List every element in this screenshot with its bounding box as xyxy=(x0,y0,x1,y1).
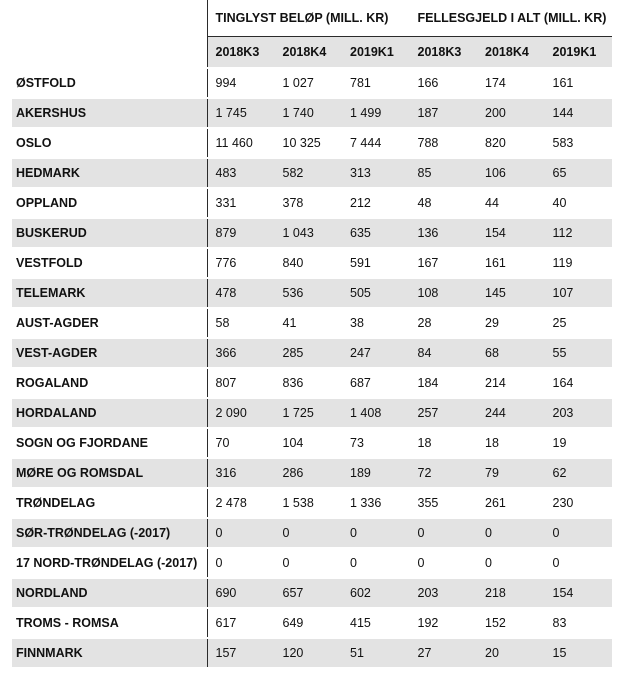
value-cell: 1 043 xyxy=(275,218,343,248)
value-cell: 73 xyxy=(342,428,410,458)
period-header: 2018K3 xyxy=(410,37,478,69)
value-cell: 285 xyxy=(275,338,343,368)
value-cell: 316 xyxy=(207,458,275,488)
table-row xyxy=(12,188,612,218)
value-cell: 415 xyxy=(342,608,410,638)
value-cell: 68 xyxy=(477,338,545,368)
value-cell: 1 027 xyxy=(275,68,343,98)
value-cell: 0 xyxy=(410,518,478,548)
value-cell: 0 xyxy=(477,548,545,578)
value-cell: 25 xyxy=(545,308,613,338)
value-cell: 18 xyxy=(477,428,545,458)
value-cell: 11 460 xyxy=(207,128,275,158)
value-cell: 591 xyxy=(342,248,410,278)
period-header: 2018K4 xyxy=(275,37,343,69)
value-cell: 120 xyxy=(275,638,343,668)
region-name-cell: ØSTFOLD xyxy=(12,68,207,98)
value-cell: 161 xyxy=(545,68,613,98)
region-name-cell: TELEMARK xyxy=(12,278,207,308)
value-cell: 0 xyxy=(477,518,545,548)
value-cell: 136 xyxy=(410,218,478,248)
value-cell: 108 xyxy=(410,278,478,308)
value-cell: 0 xyxy=(207,548,275,578)
value-cell: 1 538 xyxy=(275,488,343,518)
value-cell: 174 xyxy=(477,68,545,98)
region-name-cell: HEDMARK xyxy=(12,158,207,188)
period-header: 2019K1 xyxy=(342,37,410,69)
value-cell: 79 xyxy=(477,458,545,488)
region-name-cell: BUSKERUD xyxy=(12,218,207,248)
data-table-container xyxy=(12,0,612,669)
region-name-cell: TROMS - ROMSA xyxy=(12,608,207,638)
period-header: 2019K1 xyxy=(545,37,613,69)
value-cell: 40 xyxy=(545,188,613,218)
value-cell: 154 xyxy=(477,218,545,248)
region-name-cell: MØRE OG ROMSDAL xyxy=(12,458,207,488)
value-cell: 29 xyxy=(477,308,545,338)
value-cell: 2 090 xyxy=(207,398,275,428)
region-name-cell: NORDLAND xyxy=(12,578,207,608)
table-row xyxy=(12,518,612,548)
region-name-cell: VEST-AGDER xyxy=(12,338,207,368)
value-cell: 0 xyxy=(207,518,275,548)
table-row xyxy=(12,488,612,518)
value-cell: 366 xyxy=(207,338,275,368)
value-cell: 687 xyxy=(342,368,410,398)
value-cell: 218 xyxy=(477,578,545,608)
value-cell: 85 xyxy=(410,158,478,188)
value-cell: 355 xyxy=(410,488,478,518)
value-cell: 536 xyxy=(275,278,343,308)
table-row xyxy=(12,338,612,368)
table-row xyxy=(12,458,612,488)
region-name-cell: SØR-TRØNDELAG (-2017) xyxy=(12,518,207,548)
value-cell: 106 xyxy=(477,158,545,188)
value-cell: 20 xyxy=(477,638,545,668)
value-cell: 41 xyxy=(275,308,343,338)
value-cell: 820 xyxy=(477,128,545,158)
value-cell: 166 xyxy=(410,68,478,98)
value-cell: 144 xyxy=(545,98,613,128)
value-cell: 230 xyxy=(545,488,613,518)
table-row xyxy=(12,158,612,188)
table-body xyxy=(12,68,612,668)
value-cell: 483 xyxy=(207,158,275,188)
value-cell: 602 xyxy=(342,578,410,608)
value-cell: 1 499 xyxy=(342,98,410,128)
table-row xyxy=(12,248,612,278)
table-row xyxy=(12,638,612,668)
region-name-cell: 17 NORD-TRØNDELAG (-2017) xyxy=(12,548,207,578)
value-cell: 203 xyxy=(545,398,613,428)
value-cell: 18 xyxy=(410,428,478,458)
value-cell: 15 xyxy=(545,638,613,668)
value-cell: 1 336 xyxy=(342,488,410,518)
value-cell: 107 xyxy=(545,278,613,308)
value-cell: 0 xyxy=(342,518,410,548)
table-row xyxy=(12,428,612,458)
table-row xyxy=(12,98,612,128)
period-header-row xyxy=(12,37,612,69)
value-cell: 161 xyxy=(477,248,545,278)
region-name-cell: TRØNDELAG xyxy=(12,488,207,518)
table-row xyxy=(12,218,612,248)
value-cell: 776 xyxy=(207,248,275,278)
mortgage-debt-table xyxy=(12,0,612,669)
region-name-cell: SOGN OG FJORDANE xyxy=(12,428,207,458)
value-cell: 72 xyxy=(410,458,478,488)
value-cell: 51 xyxy=(342,638,410,668)
value-cell: 505 xyxy=(342,278,410,308)
value-cell: 378 xyxy=(275,188,343,218)
region-name-cell: OSLO xyxy=(12,128,207,158)
table-row xyxy=(12,308,612,338)
value-cell: 10 325 xyxy=(275,128,343,158)
value-cell: 7 444 xyxy=(342,128,410,158)
value-cell: 1 745 xyxy=(207,98,275,128)
value-cell: 112 xyxy=(545,218,613,248)
value-cell: 286 xyxy=(275,458,343,488)
value-cell: 84 xyxy=(410,338,478,368)
group-header-fellesgjeld: FELLESGJELD I ALT (MILL. KR) xyxy=(410,0,613,37)
value-cell: 247 xyxy=(342,338,410,368)
value-cell: 187 xyxy=(410,98,478,128)
table-row xyxy=(12,128,612,158)
value-cell: 0 xyxy=(275,518,343,548)
value-cell: 48 xyxy=(410,188,478,218)
value-cell: 38 xyxy=(342,308,410,338)
value-cell: 657 xyxy=(275,578,343,608)
value-cell: 331 xyxy=(207,188,275,218)
value-cell: 0 xyxy=(275,548,343,578)
value-cell: 189 xyxy=(342,458,410,488)
region-name-cell: VESTFOLD xyxy=(12,248,207,278)
value-cell: 27 xyxy=(410,638,478,668)
table-row xyxy=(12,68,612,98)
value-cell: 478 xyxy=(207,278,275,308)
value-cell: 212 xyxy=(342,188,410,218)
value-cell: 164 xyxy=(545,368,613,398)
value-cell: 244 xyxy=(477,398,545,428)
value-cell: 788 xyxy=(410,128,478,158)
value-cell: 167 xyxy=(410,248,478,278)
value-cell: 0 xyxy=(342,548,410,578)
value-cell: 690 xyxy=(207,578,275,608)
value-cell: 58 xyxy=(207,308,275,338)
value-cell: 0 xyxy=(545,518,613,548)
value-cell: 62 xyxy=(545,458,613,488)
value-cell: 583 xyxy=(545,128,613,158)
value-cell: 214 xyxy=(477,368,545,398)
region-name-cell: AKERSHUS xyxy=(12,98,207,128)
region-name-cell: ROGALAND xyxy=(12,368,207,398)
period-header: 2018K4 xyxy=(477,37,545,69)
table-row xyxy=(12,578,612,608)
value-cell: 313 xyxy=(342,158,410,188)
value-cell: 70 xyxy=(207,428,275,458)
value-cell: 19 xyxy=(545,428,613,458)
value-cell: 617 xyxy=(207,608,275,638)
value-cell: 836 xyxy=(275,368,343,398)
period-header: 2018K3 xyxy=(207,37,275,69)
value-cell: 781 xyxy=(342,68,410,98)
table-row xyxy=(12,398,612,428)
value-cell: 261 xyxy=(477,488,545,518)
value-cell: 257 xyxy=(410,398,478,428)
region-name-cell: AUST-AGDER xyxy=(12,308,207,338)
value-cell: 1 740 xyxy=(275,98,343,128)
value-cell: 152 xyxy=(477,608,545,638)
value-cell: 145 xyxy=(477,278,545,308)
region-name-cell: HORDALAND xyxy=(12,398,207,428)
value-cell: 119 xyxy=(545,248,613,278)
value-cell: 879 xyxy=(207,218,275,248)
value-cell: 649 xyxy=(275,608,343,638)
table-row xyxy=(12,548,612,578)
value-cell: 0 xyxy=(410,548,478,578)
value-cell: 2 478 xyxy=(207,488,275,518)
value-cell: 840 xyxy=(275,248,343,278)
value-cell: 28 xyxy=(410,308,478,338)
value-cell: 582 xyxy=(275,158,343,188)
value-cell: 807 xyxy=(207,368,275,398)
region-name-cell: FINNMARK xyxy=(12,638,207,668)
value-cell: 0 xyxy=(545,548,613,578)
value-cell: 65 xyxy=(545,158,613,188)
value-cell: 1 725 xyxy=(275,398,343,428)
region-name-cell: OPPLAND xyxy=(12,188,207,218)
corner-cell xyxy=(12,0,207,37)
value-cell: 55 xyxy=(545,338,613,368)
value-cell: 203 xyxy=(410,578,478,608)
value-cell: 192 xyxy=(410,608,478,638)
value-cell: 994 xyxy=(207,68,275,98)
group-header-row xyxy=(12,0,612,37)
group-header-tinglyst: TINGLYST BELØP (MILL. KR) xyxy=(207,0,410,37)
table-row xyxy=(12,278,612,308)
table-row xyxy=(12,608,612,638)
region-header-cell xyxy=(12,37,207,69)
value-cell: 635 xyxy=(342,218,410,248)
value-cell: 104 xyxy=(275,428,343,458)
value-cell: 83 xyxy=(545,608,613,638)
table-row xyxy=(12,368,612,398)
value-cell: 44 xyxy=(477,188,545,218)
value-cell: 184 xyxy=(410,368,478,398)
value-cell: 200 xyxy=(477,98,545,128)
value-cell: 154 xyxy=(545,578,613,608)
value-cell: 157 xyxy=(207,638,275,668)
value-cell: 1 408 xyxy=(342,398,410,428)
